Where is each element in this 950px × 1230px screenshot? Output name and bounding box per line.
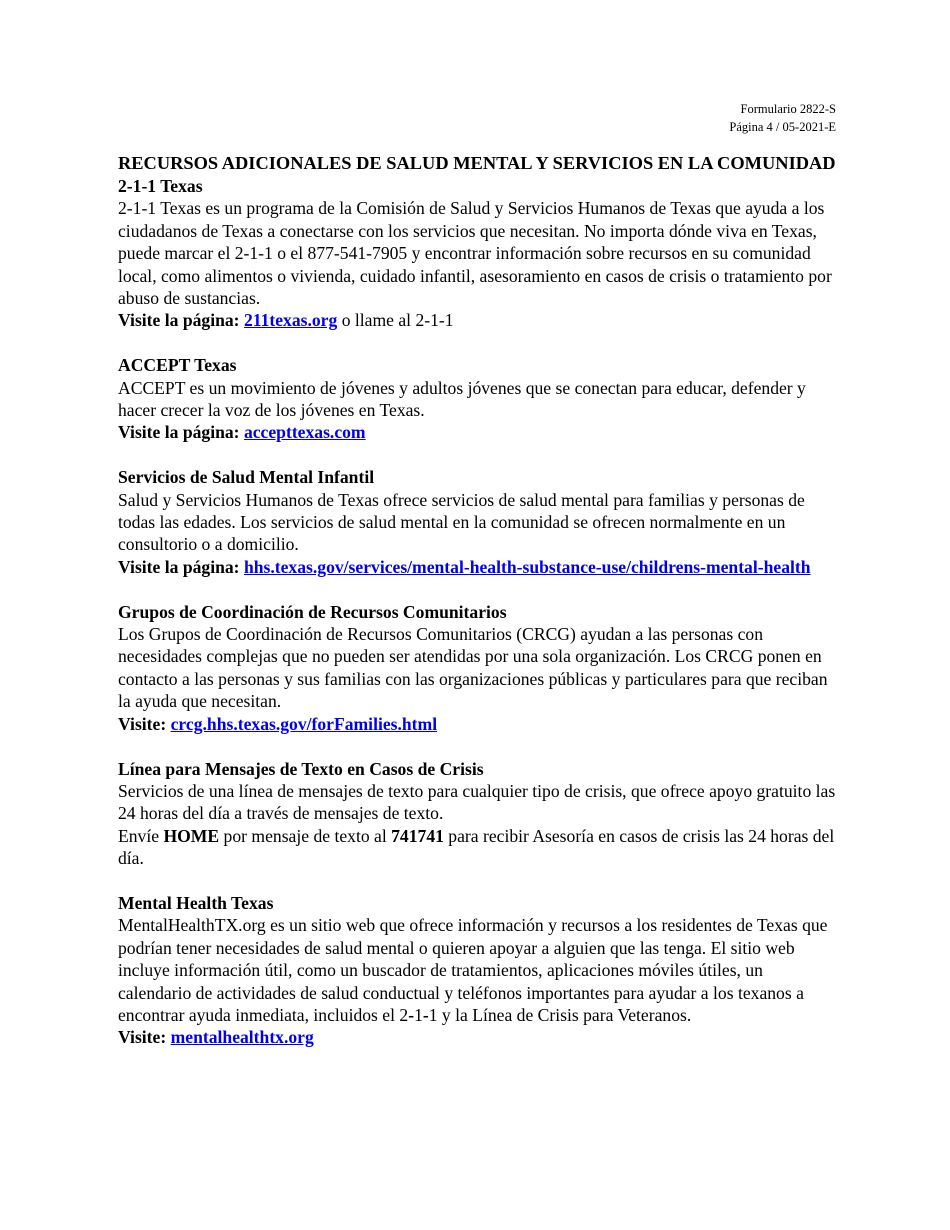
section-heading: Servicios de Salud Mental Infantil xyxy=(118,467,375,488)
section-childrens-mental-health xyxy=(118,466,838,578)
section-211-texas xyxy=(118,175,838,332)
link-crcg[interactable]: crcg.hhs.texas.gov/forFamilies.html xyxy=(170,713,438,734)
visit-line xyxy=(118,421,838,443)
visit-label: Visite la página: xyxy=(118,310,240,331)
section-body: ACCEPT es un movimiento de jóvenes y adultos jóvenes que se conectan para educar, defender y hacer crecer la voz de los jóvenes en Texas. xyxy=(118,377,806,421)
visit-line xyxy=(118,1026,838,1048)
page-info: Página 4 / 05-2021-E xyxy=(729,120,836,134)
visit-line xyxy=(118,309,838,331)
sms-text: Envíe xyxy=(118,825,164,846)
section-crcg xyxy=(118,601,838,735)
section-heading: Mental Health Texas xyxy=(118,892,274,913)
visit-line xyxy=(118,556,838,578)
link-hhs-childrens-mental-health[interactable]: hhs.texas.gov/services/mental-health-substance-use/childrens-mental-health xyxy=(243,556,811,577)
link-mentalhealthtx[interactable]: mentalhealthtx.org xyxy=(170,1027,314,1048)
section-accept-texas xyxy=(118,354,838,444)
sms-number: 741741 xyxy=(391,825,444,846)
visit-label: Visite la página: xyxy=(118,422,240,443)
visit-line xyxy=(118,713,838,735)
body-text: MentalHealthTX.org es un sitio web que ofrece información y recursos a los residentes de Texas que podrían tener necesidades de salud mental o quieren apoyar a alguien que las tenga. El sitio web incluye información útil, como un buscador de tratamientos, aplicaciones móviles útiles, un calendario de actividades de salud conductual y teléfonos importantes para ayudar a los texanos a encontrar ayuda inmediata, incluidos el 2 xyxy=(118,915,828,1025)
visit-label: Visite: xyxy=(118,713,167,734)
body-text: 1 y la Línea de Crisis para Veteranos. xyxy=(428,1004,692,1025)
section-body: Servicios de una línea de mensajes de texto para cualquier tipo de crisis, que ofrece apoyo gratuito las 24 horas del día a través de mensajes de texto. xyxy=(118,780,836,824)
body-text: 1 xyxy=(414,1004,423,1025)
sms-keyword: HOME xyxy=(163,825,220,846)
visit-label: Visite: xyxy=(118,1027,167,1048)
section-body xyxy=(118,914,838,1026)
sms-instructions xyxy=(118,825,838,870)
page-title: RECURSOS ADICIONALES DE SALUD MENTAL Y SERVICIOS EN LA COMUNIDAD xyxy=(118,153,836,173)
section-body: 2-1-1 Texas es un programa de la Comisión de Salud y Servicios Humanos de Texas que ayuda a los ciudadanos de Texas a conectarse con los servicios que necesitan. No importa dónde viva en Texas, puede marcar el 2-1-1 o el 877-541-7905 y encontrar información sobre recursos en su comunidad local, como alimentos o vivienda, cuidado infantil, asesoramiento en casos de crisis o tratamiento por abuso de sustancias. xyxy=(118,198,832,309)
link-accepttexas[interactable]: accepttexas.com xyxy=(243,422,366,443)
visit-label: Visite la página: xyxy=(118,556,240,577)
call-text: o llame al 2-1-1 xyxy=(337,310,454,331)
section-heading: Grupos de Coordinación de Recursos Comunitarios xyxy=(118,601,507,622)
form-identifier xyxy=(729,100,836,136)
body-text: - xyxy=(408,1004,415,1025)
sms-text: para recibir Asesoría en casos de crisis las 24 horas del día. xyxy=(118,825,835,869)
section-heading: 2-1-1 Texas xyxy=(118,176,203,196)
link-211texas[interactable]: 211texas.org xyxy=(243,310,338,331)
document-content xyxy=(118,151,838,1071)
form-number: Formulario 2822-S xyxy=(740,102,836,116)
section-heading: ACCEPT Texas xyxy=(118,355,237,376)
section-heading: Línea para Mensajes de Texto en Casos de Crisis xyxy=(118,758,484,779)
section-crisis-text-line xyxy=(118,758,838,870)
sms-text: por mensaje de texto al xyxy=(219,825,392,846)
section-mental-health-texas xyxy=(118,892,838,1049)
section-body: Salud y Servicios Humanos de Texas ofrece servicios de salud mental para familias y personas de todas las edades. Los servicios de salud mental en la comunidad se ofrecen normalmente en un consultorio o a domicilio. xyxy=(118,489,805,555)
section-body: Los Grupos de Coordinación de Recursos Comunitarios (CRCG) ayudan a las personas con necesidades complejas que no pueden ser atendidas por una sola organización. Los CRCG ponen en contacto a las personas y sus familias con las organizaciones públicas y particulares para que reciban la ayuda que necesitan. xyxy=(118,624,828,712)
body-text: - xyxy=(422,1004,429,1025)
